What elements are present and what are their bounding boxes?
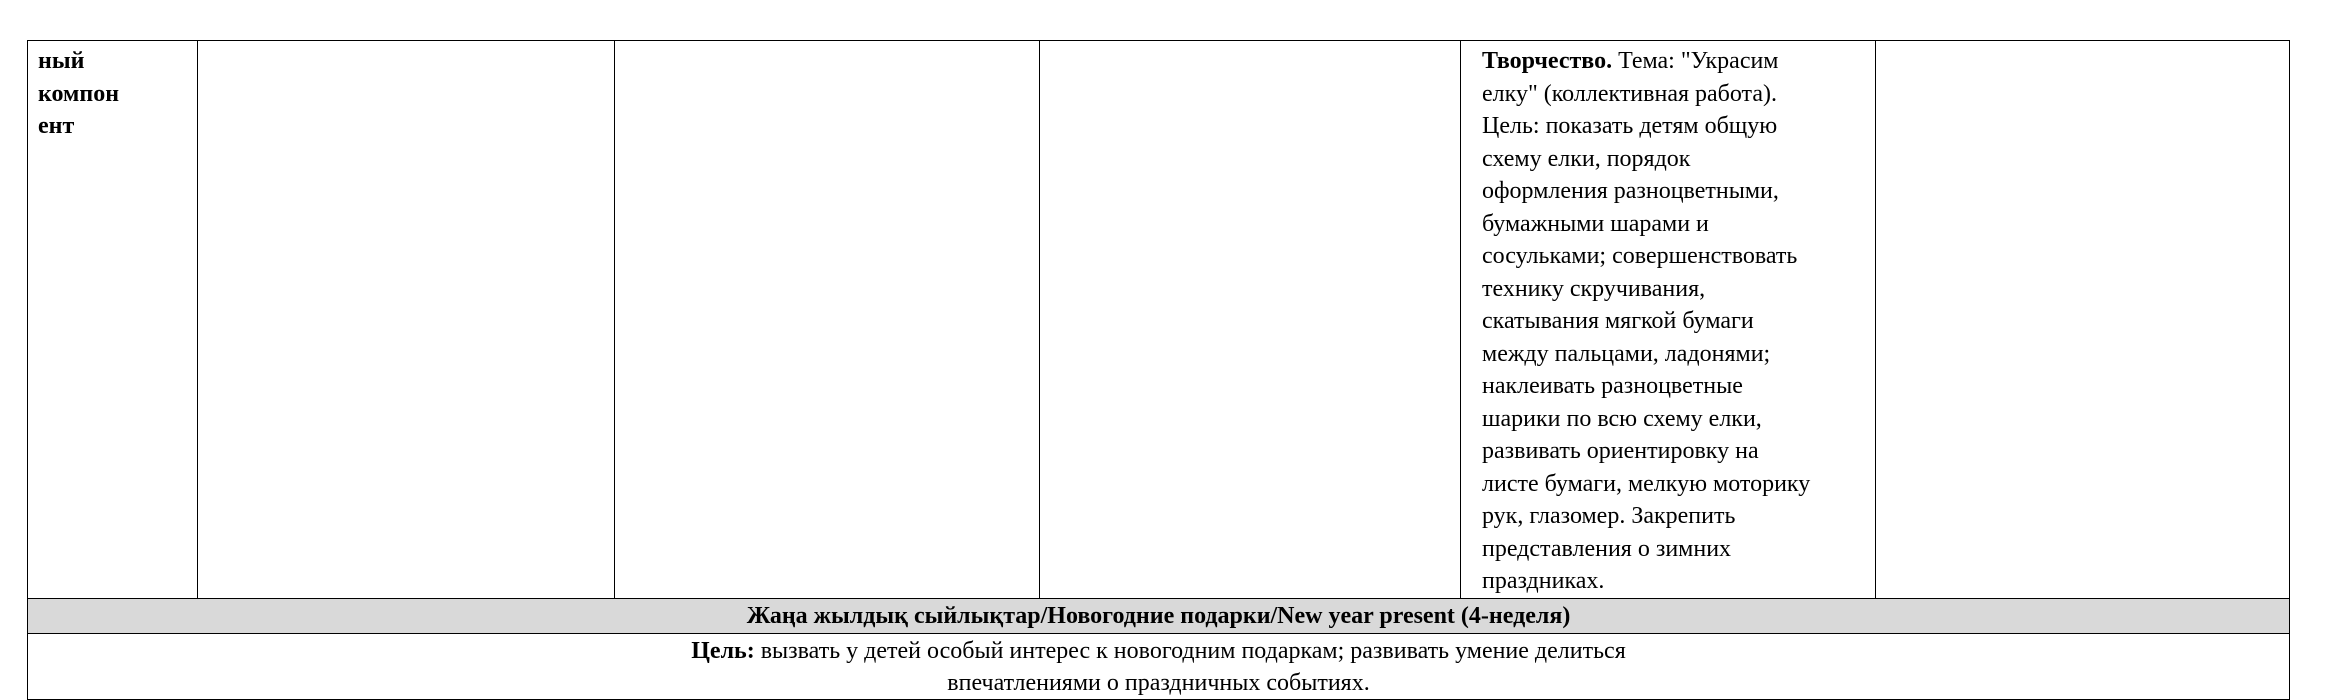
creativity-line-10: между пальцами, ладонями; [1482, 340, 1771, 367]
creativity-line-9: скатывания мягкой бумаги [1482, 308, 1754, 334]
creativity-line-1 [1482, 45, 1865, 78]
week-title-row [28, 598, 2290, 633]
creativity-line-16: представления о зимних [1482, 535, 1732, 562]
goal-line-1 [28, 635, 2289, 667]
creativity-line-4: схему елки, порядок [1482, 145, 1691, 172]
creativity-topic: Тема: "Украсим [1612, 48, 1779, 74]
goal-cell [28, 633, 2290, 699]
creativity-line-5: оформления разноцветными, [1482, 178, 1779, 204]
creativity-line-15: рук, глазомер. Закрепить [1482, 503, 1736, 529]
week-title: Жаңа жылдық сыйлықтар/Новогодние подарки/New year present (4-неделя) [28, 598, 2290, 633]
empty-cell-friday [1876, 41, 2290, 599]
creativity-line-6: бумажными шарами и [1482, 210, 1709, 237]
goal-row [28, 633, 2290, 699]
creativity-line-7: сосульками; совершенствовать [1482, 243, 1798, 269]
empty-cell-tuesday [615, 41, 1040, 599]
component-label-line-1: ный [38, 48, 85, 74]
creativity-line-14: листе бумаги, мелкую моторику [1482, 470, 1811, 497]
creativity-line-17: праздниках. [1482, 568, 1605, 594]
creativity-line-13: развивать ориентировку на [1482, 438, 1759, 464]
creativity-line-2: елку" (коллективная работа). [1482, 80, 1777, 107]
empty-cell-wednesday [1040, 41, 1461, 599]
component-label-cell [28, 41, 198, 599]
creativity-line-8: технику скручивания, [1482, 275, 1706, 302]
goal-label: Цель: [691, 637, 755, 664]
creativity-heading: Творчество. [1482, 48, 1613, 74]
goal-line-2: впечатлениями о праздничных событиях. [947, 669, 1370, 696]
component-label-line-2: компон [38, 80, 120, 107]
creativity-activity-cell [1461, 41, 1876, 599]
goal-text-1: вызвать у детей особый интерес к новогодним подаркам; развивать умение делиться [754, 637, 1626, 664]
creativity-line-12: шарики по всю схему елки, [1482, 405, 1762, 432]
component-row [28, 41, 2290, 599]
plan-table [27, 40, 2290, 700]
component-label-line-3: ент [38, 113, 75, 139]
empty-cell-monday [198, 41, 615, 599]
creativity-line-3: Цель: показать детям общую [1482, 113, 1778, 139]
creativity-line-11: наклеивать разноцветные [1482, 373, 1743, 399]
